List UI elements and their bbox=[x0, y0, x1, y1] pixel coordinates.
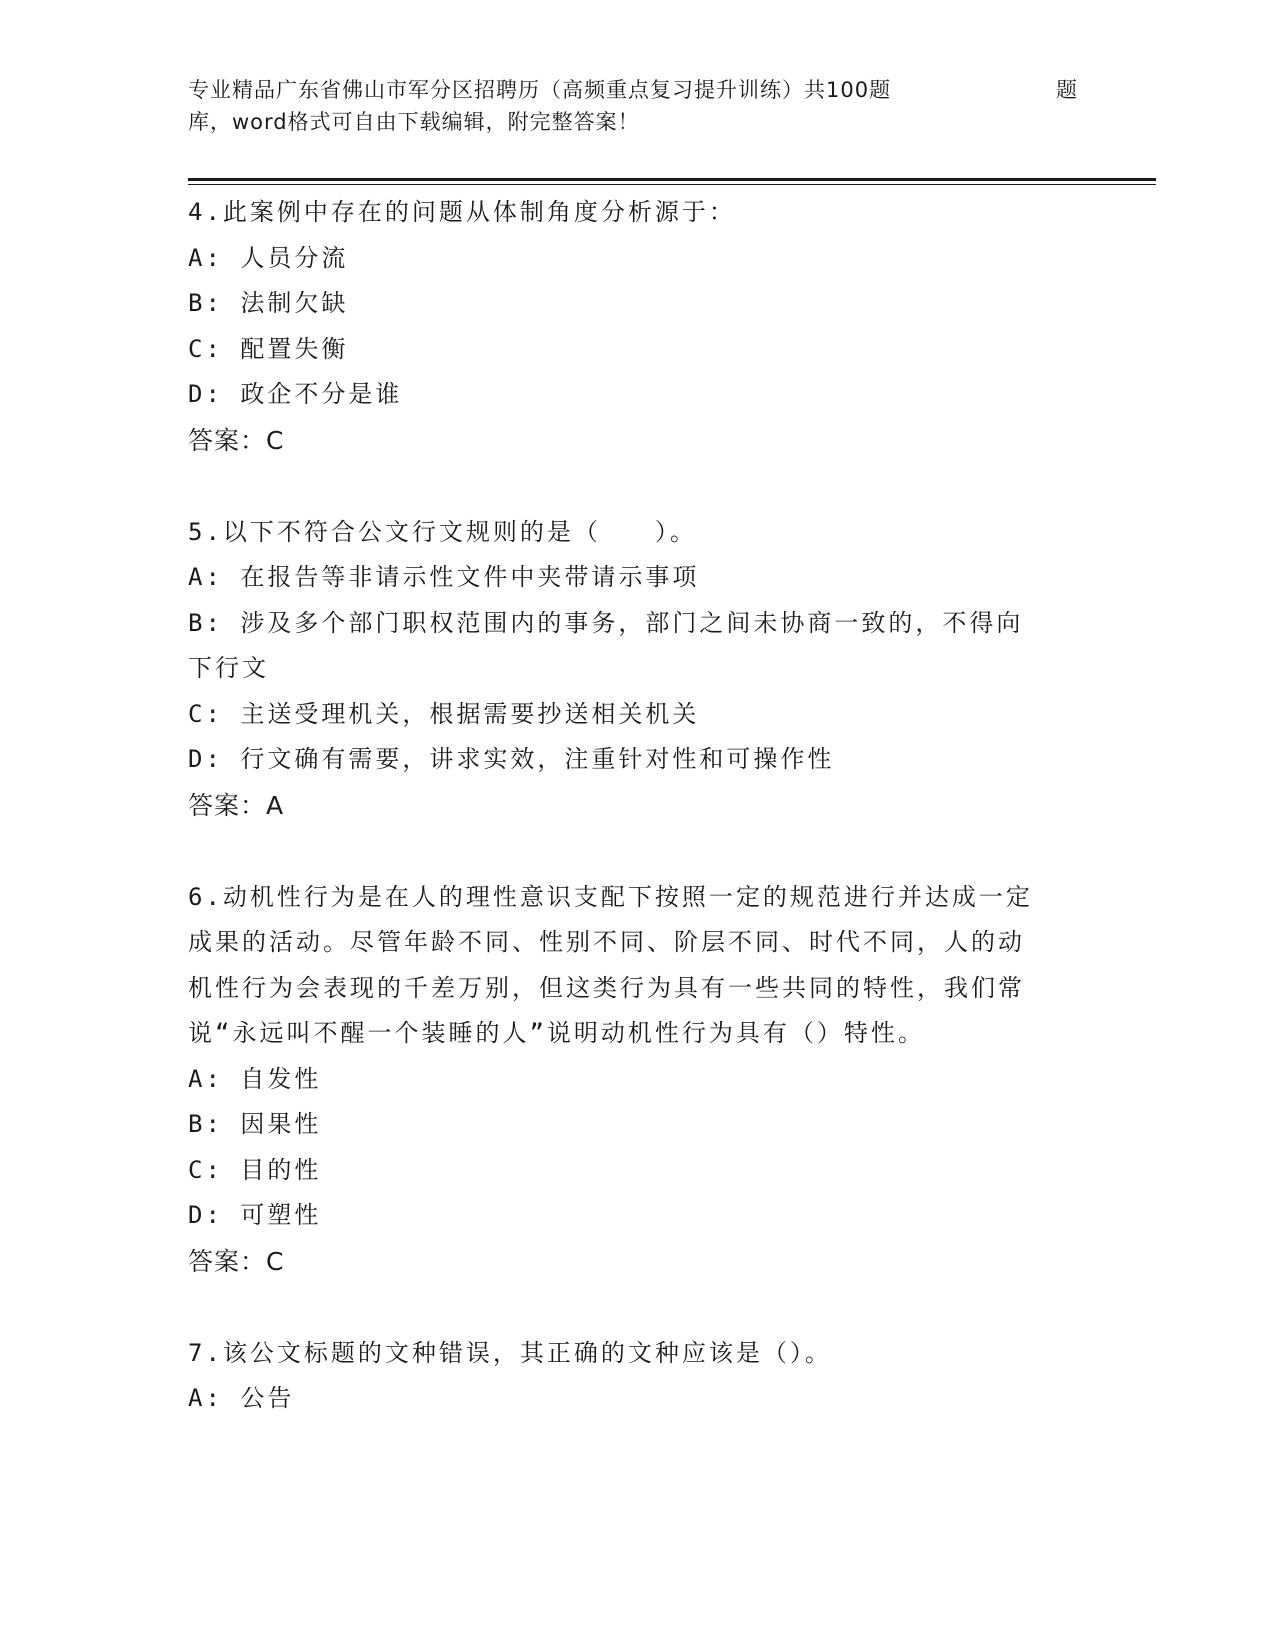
question-5 bbox=[188, 510, 1088, 829]
option-c: C: 配置失衡 bbox=[188, 334, 349, 363]
question-stem: 6.动机性行为是在人的理性意识支配下按照一定的规范进行并达成一定成果的活动。尽管年龄不同、性别不同、阶层不同、时代不同，人的动机性行为会表现的千差万别，但这类行为具有一些共同的特性，我们常说“永远叫不醒一个装睡的人”说明动机性行为具有（）特性。 bbox=[188, 882, 1033, 1047]
option-d: D: 行文确有需要，讲求实效，注重针对性和可操作性 bbox=[188, 745, 835, 773]
question-6 bbox=[188, 875, 1088, 1285]
answer: 答案：C bbox=[188, 425, 285, 455]
header-divider-thin bbox=[188, 184, 1156, 185]
question-stem: 4.此案例中存在的问题从体制角度分析源于： bbox=[188, 198, 736, 226]
option-d: D: 可塑性 bbox=[188, 1201, 322, 1229]
option-a: A: 人员分流 bbox=[188, 243, 349, 272]
option-a: A: 公告 bbox=[188, 1384, 295, 1412]
question-7 bbox=[188, 1331, 1088, 1422]
answer: 答案：C bbox=[188, 1246, 285, 1276]
question-4 bbox=[188, 190, 1088, 464]
option-d: D: 政企不分是谁 bbox=[188, 380, 403, 408]
option-a: A: 自发性 bbox=[188, 1064, 322, 1093]
header-divider-thick bbox=[188, 178, 1156, 181]
option-b: B: 法制欠缺 bbox=[188, 289, 349, 317]
header-title-tail: 题 bbox=[1056, 78, 1078, 102]
header-title: 专业精品广东省佛山市军分区招聘历（高频重点复习提升训练）共100题 bbox=[188, 78, 892, 102]
question-stem: 5.以下不符合公文行文规则的是（ ）。 bbox=[188, 517, 697, 546]
question-list bbox=[188, 190, 1088, 1468]
option-b: B: 涉及多个部门职权范围内的事务，部门之间未协商一致的，不得向下行文 bbox=[188, 608, 1024, 682]
option-a: A: 在报告等非请示性文件中夹带请示事项 bbox=[188, 563, 700, 591]
question-stem: 7.该公文标题的文种错误，其正确的文种应该是（）。 bbox=[188, 1338, 832, 1367]
header-line-2: 库，word格式可自由下载编辑，附完整答案！ bbox=[188, 110, 640, 134]
option-b: B: 因果性 bbox=[188, 1110, 322, 1138]
option-c: C: 主送受理机关，根据需要抄送相关机关 bbox=[188, 699, 700, 728]
header-line-1 bbox=[188, 74, 1083, 106]
document-header bbox=[188, 74, 1083, 138]
option-c: C: 目的性 bbox=[188, 1155, 322, 1184]
answer: 答案：A bbox=[188, 790, 285, 820]
